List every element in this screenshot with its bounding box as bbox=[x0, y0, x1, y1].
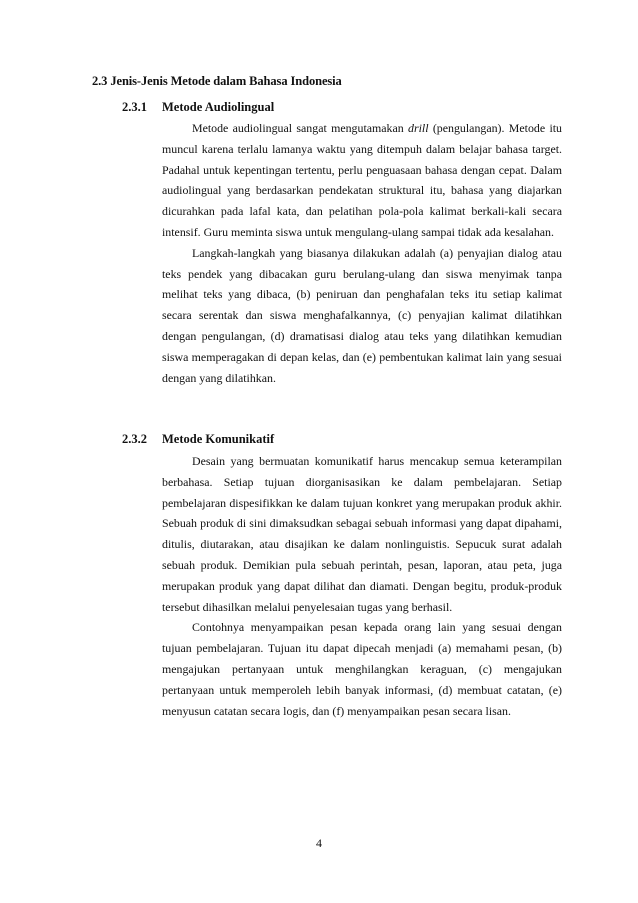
paragraph: Desain yang bermuatan komunikatif harus mencakup semua keterampilan berbahasa. Setiap tujuan diorganisasikan ke dalam pembelajaran. Setiap pembelajaran dispesifikkan ke dalam tujuan konkret yang merupakan produk akhir. Sebuah produk di sini dimaksudkan sebagai sebuah informasi yang dapat dipahami, ditulis, diutarakan, atau disajikan ke dalam nonlinguistis. Sepucuk surat adalah sebuah produk. Demikian pula sebuah perintah, pesan, laporan, atau peta, juga merupakan produk yang dapat dilihat dan diamati. Dengan begitu, produk-produk tersebut dihasilkan melalui penyelesaian tugas yang berhasil. bbox=[162, 454, 562, 614]
paragraph-text: (pengulangan). Metode itu muncul karena terlalu lamanya waktu yang ditempuh dalam belajar bahasa target. Padahal untuk kepentingan tertentu, perlu penguasaan bahasa dengan cepat. Dalam audiolingual yang berdasarkan pendekatan struktural itu, bahasa yang diajarkan dicurahkan pada lafal kata, dan pelatihan pola-pola kalimat berkali-kali secara intensif. Guru meminta siswa untuk mengulang-ulang sampai tidak ada kesalahan. bbox=[162, 121, 562, 239]
paragraph-text: Metode audiolingual sangat mengutamakan bbox=[192, 121, 409, 135]
subsection-body-komunikatif bbox=[162, 451, 562, 721]
subsection-heading-komunikatif bbox=[122, 432, 274, 447]
section-heading: 2.3 Jenis-Jenis Metode dalam Bahasa Indonesia bbox=[92, 74, 342, 88]
subsection-body-audiolingual bbox=[162, 118, 562, 388]
page-number: 4 bbox=[316, 836, 322, 850]
paragraph: Langkah-langkah yang biasanya dilakukan adalah (a) penyajian dialog atau teks pendek yang dibacakan guru berulang-ulang dan siswa menyimak tanpa melihat teks yang dibaca, (b) peniruan dan penghafalan teks itu setiap kalimat secara serentak dan siswa menghafalkannya, (c) penyajian kalimat dilatihkan dengan pengulangan, (d) dramatisasi dialog atau teks yang dilatihkan kemudian siswa memperagakan di depan kelas, dan (e) pembentukan kalimat lain yang sesuai dengan yang dilatihkan. bbox=[162, 245, 562, 385]
paragraph bbox=[162, 118, 562, 243]
italic-term: drill bbox=[408, 121, 429, 135]
subsection-title: Metode Audiolingual bbox=[162, 100, 275, 114]
subsection-number: 2.3.2 bbox=[122, 432, 147, 446]
paragraph: Contohnya menyampaikan pesan kepada orang lain yang sesuai dengan tujuan pembelajaran. Tujuan itu dapat dipecah menjadi (a) memahami pesan, (b) mengajukan pertanyaan untuk menghilangkan keraguan, (c) mengajukan pertanyaan untuk memperoleh lebih banyak informasi, (d) membuat catatan, (e) menyusun catatan secara logis, dan (f) menyampaikan pesan secara lisan. bbox=[162, 620, 562, 718]
subsection-number: 2.3.1 bbox=[122, 100, 147, 114]
subsection-title: Metode Komunikatif bbox=[162, 432, 275, 446]
subsection-heading-audiolingual bbox=[122, 100, 274, 115]
